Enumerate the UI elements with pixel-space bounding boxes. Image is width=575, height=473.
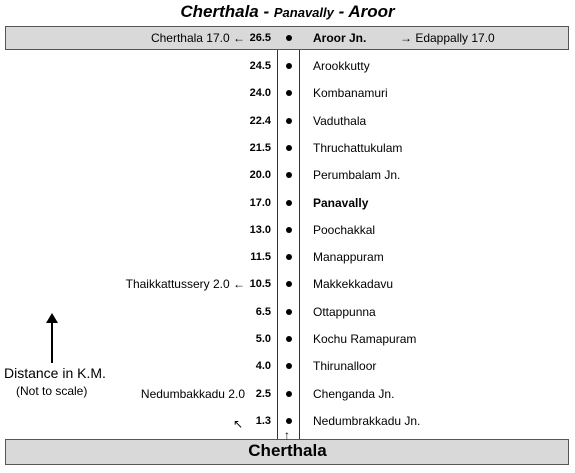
route-title xyxy=(0,2,575,22)
title-separator: - xyxy=(333,2,349,21)
road-left-edge xyxy=(277,50,278,439)
stop-row xyxy=(0,167,575,183)
title-middle: Panavally xyxy=(273,5,334,20)
stop-name: Aroor Jn. xyxy=(313,31,367,45)
stop-name: Panavally xyxy=(313,196,369,210)
road-right-edge xyxy=(299,50,300,439)
branch-label: Thaikkattussery 2.0 ← xyxy=(125,277,245,291)
stop-name: Perumbalam Jn. xyxy=(313,168,401,182)
stop-row xyxy=(0,304,575,320)
stop-row xyxy=(0,113,575,129)
legend-note: (Not to scale) xyxy=(16,384,88,398)
stop-dot xyxy=(286,254,292,260)
stop-km: 11.5 xyxy=(250,251,271,263)
stop-name: Ottappunna xyxy=(313,305,376,319)
stop-dot xyxy=(286,118,292,124)
stop-km: 24.5 xyxy=(249,60,271,72)
stop-dot xyxy=(286,281,292,287)
title-end: Aroor xyxy=(348,2,395,21)
stop-row xyxy=(0,58,575,74)
stop-dot xyxy=(286,172,292,178)
stop-km: 26.5 xyxy=(249,32,271,44)
stop-dot xyxy=(286,35,292,41)
stop-name: Poochakkal xyxy=(313,223,376,237)
stop-km: 22.4 xyxy=(249,115,271,127)
stop-row xyxy=(0,331,575,347)
up-arrow-icon xyxy=(44,313,60,365)
stop-km: 5.0 xyxy=(255,333,271,345)
stop-row xyxy=(0,276,575,292)
branch-label: Nedumbakkadu 2.0 xyxy=(140,387,245,401)
top-junction-row xyxy=(0,30,575,46)
stop-dot xyxy=(286,200,292,206)
right-branch-label: → Edappally 17.0 xyxy=(400,31,495,45)
title-start: Cherthala xyxy=(180,2,259,21)
stop-km: 13.0 xyxy=(249,224,271,236)
up-arrow-icon: ↑ xyxy=(284,428,290,442)
stop-name: Vaduthala xyxy=(313,114,367,128)
diagonal-arrow-icon: ↖ xyxy=(233,417,244,431)
stop-dot xyxy=(286,391,292,397)
stop-row xyxy=(0,85,575,101)
stop-dot xyxy=(286,145,292,151)
legend-text: Distance in K.M. xyxy=(4,365,106,381)
stop-dot xyxy=(286,418,292,424)
stop-km: 4.0 xyxy=(255,360,271,372)
end-station: Cherthala xyxy=(248,441,327,460)
stop-km: 10.5 xyxy=(249,278,271,290)
stop-dot xyxy=(286,363,292,369)
stop-km: 17.0 xyxy=(249,197,271,209)
stop-dot xyxy=(286,227,292,233)
stop-row xyxy=(0,140,575,156)
stop-name: Nedumbrakkadu Jn. xyxy=(313,414,421,428)
stop-name: Kochu Ramapuram xyxy=(313,332,417,346)
stop-dot xyxy=(286,309,292,315)
stop-name: Manappuram xyxy=(313,250,384,264)
stop-name: Thirunalloor xyxy=(313,359,377,373)
stop-dot xyxy=(286,90,292,96)
stop-dot xyxy=(286,63,292,69)
stop-name: Chenganda Jn. xyxy=(313,387,395,401)
stop-name: Kombanamuri xyxy=(313,86,388,100)
stop-km: 6.5 xyxy=(255,306,271,318)
stop-row xyxy=(0,413,575,429)
title-separator: - xyxy=(258,2,274,21)
stop-name: Arookkutty xyxy=(313,59,370,73)
stop-dot xyxy=(286,336,292,342)
stop-km: 24.0 xyxy=(249,87,271,99)
stop-row xyxy=(0,222,575,238)
stop-row xyxy=(0,249,575,265)
left-branch-label: Cherthala 17.0 ← xyxy=(150,31,245,45)
stop-km: 1.3 xyxy=(255,415,271,427)
stop-name: Thruchattukulam xyxy=(313,141,403,155)
stop-km: 2.5 xyxy=(255,388,271,400)
stop-km: 20.0 xyxy=(249,169,271,181)
stop-km: 21.5 xyxy=(249,142,271,154)
stop-row xyxy=(0,195,575,211)
stop-name: Makkekkadavu xyxy=(313,277,394,291)
